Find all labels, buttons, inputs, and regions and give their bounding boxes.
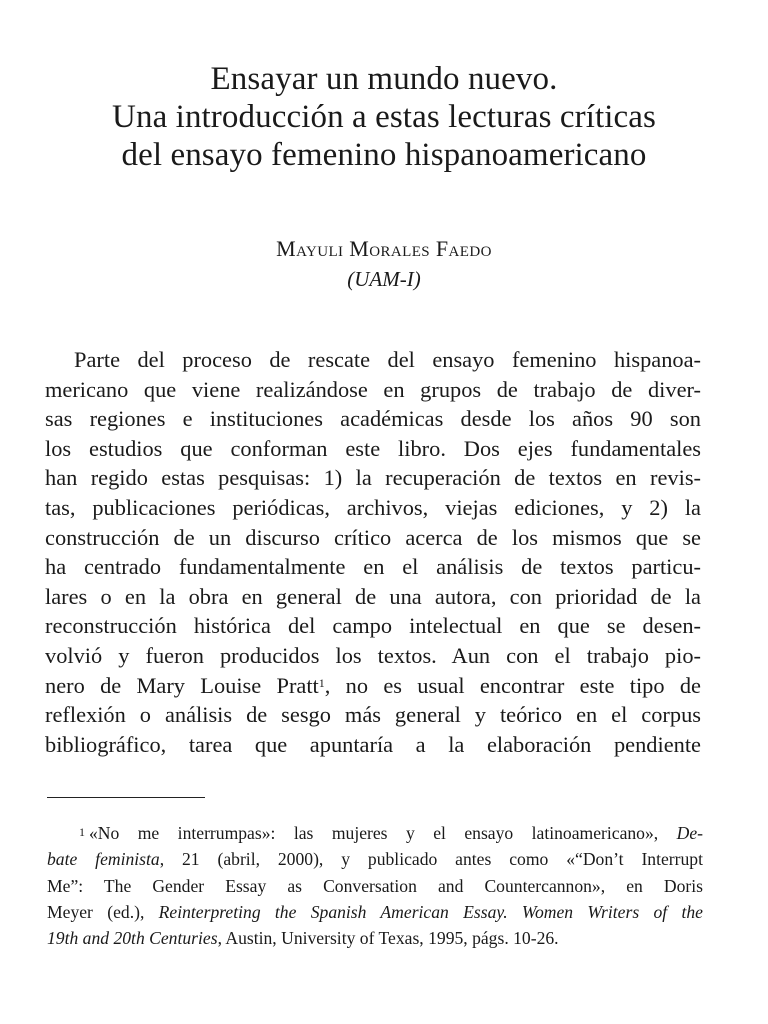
author-affiliation: (UAM-I): [347, 267, 421, 291]
body-line: ha centrado fundamentalmente en el análisis de textos particu-: [45, 554, 701, 580]
footnote-italic-text: Reinterpreting the Spanish American Essay. Women Writers of the: [158, 901, 703, 922]
footnote-separator: [47, 797, 205, 798]
footnote-line: [47, 820, 703, 846]
title-line-2: Una introducción a estas lecturas críticas: [112, 99, 656, 135]
chapter-title: [0, 60, 768, 174]
footnote-italic-text: bate feminista: [47, 849, 160, 870]
body-line: los estudios que conforman este libro. Dos ejes fundamentales: [45, 435, 701, 461]
title-line-3: del ensayo femenino hispanoamericano: [121, 137, 647, 173]
body-line: sas regiones e instituciones académicas desde los años 90 son: [45, 406, 701, 432]
title-line-1: Ensayar un mundo nuevo.: [210, 61, 558, 97]
footnote-text: Meyer (ed.),: [47, 901, 159, 922]
body-line: reflexión o análisis de sesgo más general y teórico en el corpus: [45, 702, 701, 728]
footnote-text: , Austin, University of Texas, 1995, págs. 10-26.: [217, 928, 559, 949]
author-block: [0, 234, 768, 294]
body-line: lares o en la obra en general de una autora, con prioridad de la: [45, 583, 701, 609]
body-line: Parte del proceso de rescate del ensayo femenino hispanoa-: [74, 347, 701, 372]
author-name: Mayuli Morales Faedo: [276, 236, 492, 261]
footnote-number: 1: [79, 825, 85, 839]
body-line-part: nero de Mary Louise Pratt: [45, 672, 319, 698]
footnote-line: Me”: The Gender Essay as Conversation and Countercannon», en Doris: [47, 875, 703, 896]
footnote-reference[interactable]: 1: [318, 675, 325, 690]
body-line: mericano que viene realizándose en grupos de trabajo de diver-: [45, 376, 701, 402]
footnote-line: [47, 925, 703, 951]
body-line: volvió y fueron producidos los textos. Aun con el trabajo pio-: [45, 642, 701, 668]
footnote-text: , 21 (abril, 2000), y publicado antes como «“Don’t Interrupt: [159, 849, 703, 870]
footnote-line: [47, 899, 703, 925]
body-paragraph: [45, 345, 701, 759]
body-line: tas, publicaciones periódicas, archivos, viejas ediciones, y 2) la: [45, 494, 701, 520]
footnote-italic-text: 19th and 20th Centuries: [47, 928, 218, 949]
footnote-italic-text: De-: [676, 823, 703, 843]
body-line: han regido estas pesquisas: 1) la recuperación de textos en revis-: [45, 465, 701, 491]
body-line-with-footnote-ref: [45, 671, 701, 701]
body-line: reconstrucción histórica del campo intelectual en que se desen-: [45, 613, 701, 639]
body-line: construcción de un discurso crítico acerca de los mismos que se: [45, 524, 701, 550]
footnote-line: [47, 846, 703, 872]
body-line-part: , no es usual encontrar este tipo de: [324, 672, 701, 698]
footnote-text: «No me interrumpas»: las mujeres y el ensayo latinoamericano»,: [89, 823, 677, 843]
body-line: bibliográfico, tarea que apuntaría a la elaboración pendiente: [45, 731, 701, 757]
footnote: [47, 820, 703, 951]
